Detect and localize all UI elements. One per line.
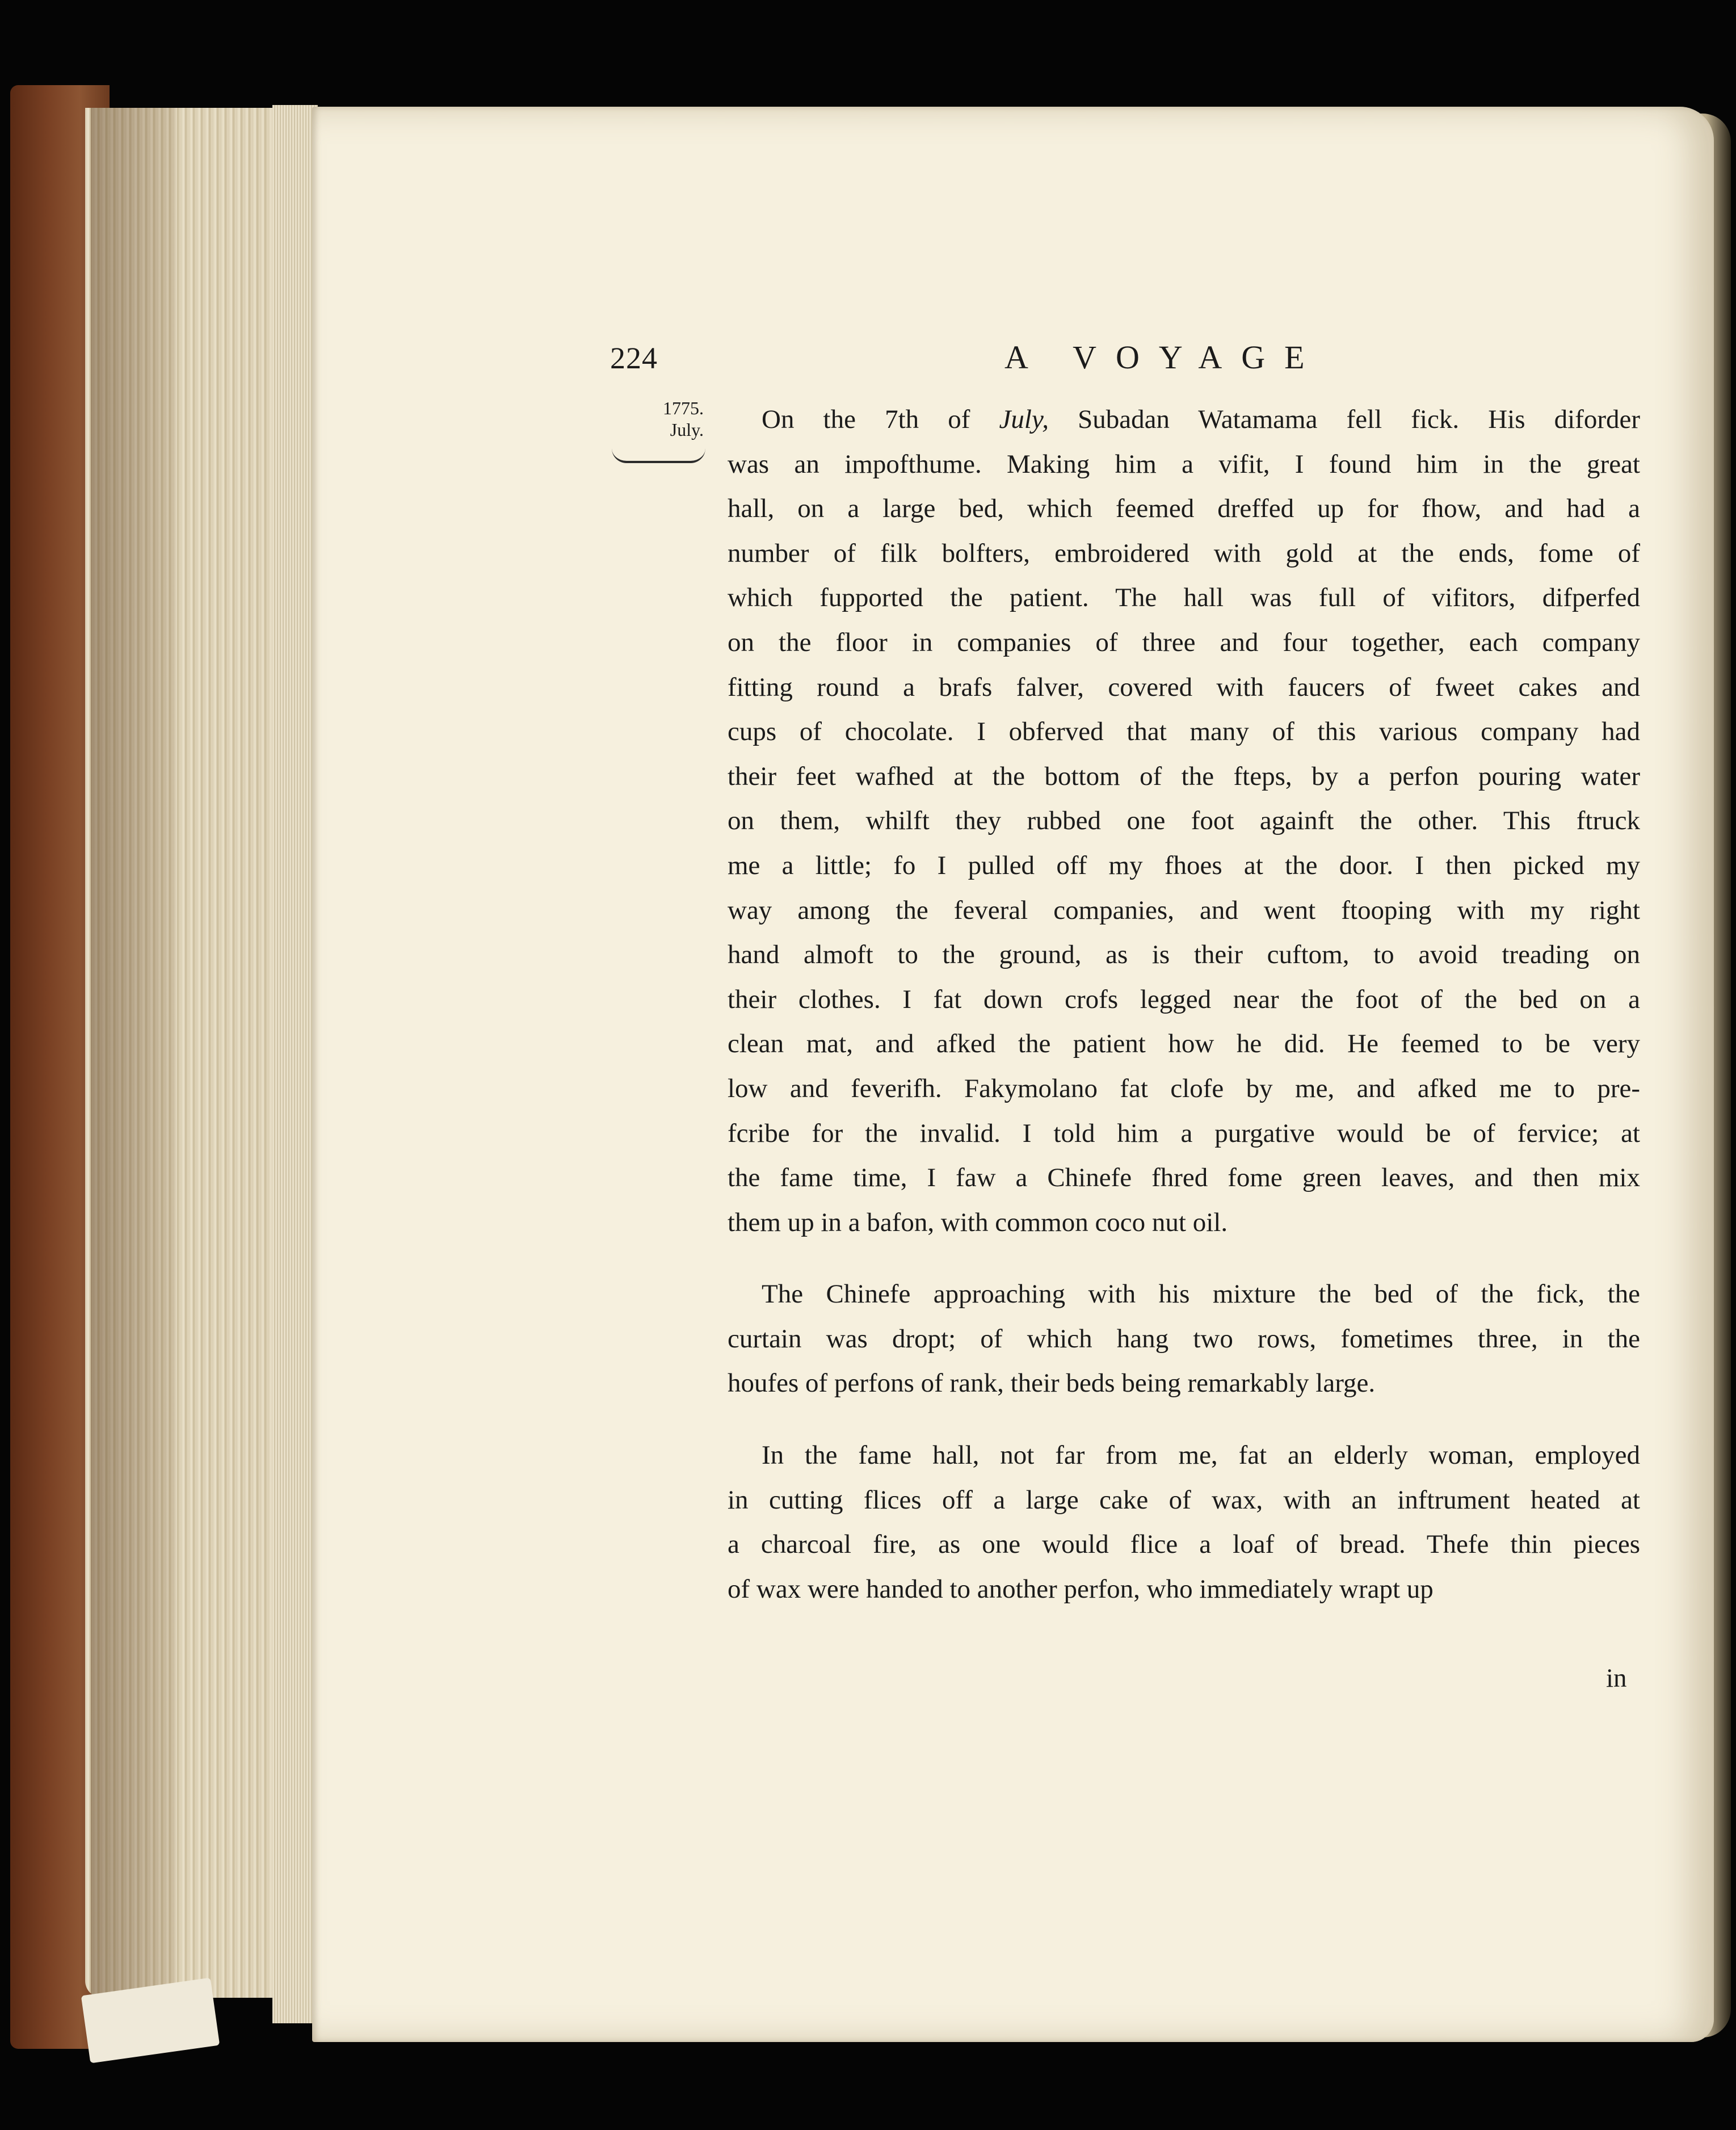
text-line: fcribe for the invalid. I told him a purgative would be of fervice; at [728,1118,1640,1148]
text-line: which fupported the patient. The hall was full of vifitors, difperfed [728,583,1640,613]
text-line: on the floor in companies of three and four together, each company [728,627,1640,657]
page-number: 224 [610,341,658,375]
text-line: a charcoal fire, as one would flice a loaf of bread. Thefe thin pieces [728,1530,1640,1560]
text-line: of wax were handed to another perfon, who immediately wrapt up [728,1574,1434,1604]
text-line: their feet wafhed at the bottom of the fteps, by a perfon pouring water [728,761,1640,791]
text-line: The Chinefe approaching with his mixture the bed of the fick, the [762,1279,1640,1309]
text-line: the fame time, I faw a Chinefe fhred fome green leaves, and then mix [728,1163,1640,1193]
text-line: low and feverifh. Fakymolano fat clofe by me, and afked me to pre- [728,1073,1640,1103]
text-line: In the fame hall, not far from me, fat an elderly woman, employed [762,1440,1640,1471]
text-segment: Subadan Watamama fell fick. His diforder [1048,405,1640,434]
text-line: hall, on a large bed, which feemed dreffed up for fhow, and had a [728,494,1640,524]
margin-note [602,397,704,440]
text-line: was an impofthume. Making him a vifit, I found him in the great [728,449,1640,479]
text-line: on them, whilft they rubbed one foot againft the other. This ftruck [728,806,1640,836]
text-line: number of filk bolfters, embroidered with gold at the ends, fome of [728,538,1640,568]
text-line: in cutting flices off a large cake of wax, with an inftrument heated at [728,1485,1640,1515]
page-stack [272,105,318,2023]
text-line: houfes of perfons of rank, their beds being remarkably large. [728,1368,1376,1398]
catchword: in [1606,1663,1627,1693]
running-head: A VOYAGE [1004,339,1324,376]
italic-word: July, [999,405,1049,434]
margin-note-year: 1775. [663,398,704,418]
text-line: me a little; fo I pulled off my fhoes at the door. I then picked my [728,850,1640,880]
text-line: them up in a bafon, with common coco nut oil. [728,1207,1228,1237]
body-text [728,397,1640,1611]
text-line: hand almoft to the ground, as is their cuftom, to avoid treading on [728,940,1640,970]
fore-edge-shadow [91,108,176,1998]
paragraph-gap [728,1245,1640,1272]
text-line: curtain was dropt; of which hang two rows, fometimes three, in the [728,1324,1640,1354]
text-line: clean mat, and afked the patient how he did. He feemed to be very [728,1029,1640,1059]
margin-brace [612,448,705,463]
text-line [728,397,1640,442]
text-segment: On the 7th of [762,405,999,434]
text-line: cups of chocolate. I obferved that many of this various company had [728,717,1640,747]
margin-note-month: July. [670,419,704,440]
text-line: their clothes. I fat down crofs legged near the foot of the bed on a [728,984,1640,1014]
text-line: way among the feveral companies, and went ftooping with my right [728,895,1640,925]
text-line: fitting round a brafs falver, covered with faucers of fweet cakes and [728,672,1640,702]
paragraph-gap [728,1406,1640,1433]
